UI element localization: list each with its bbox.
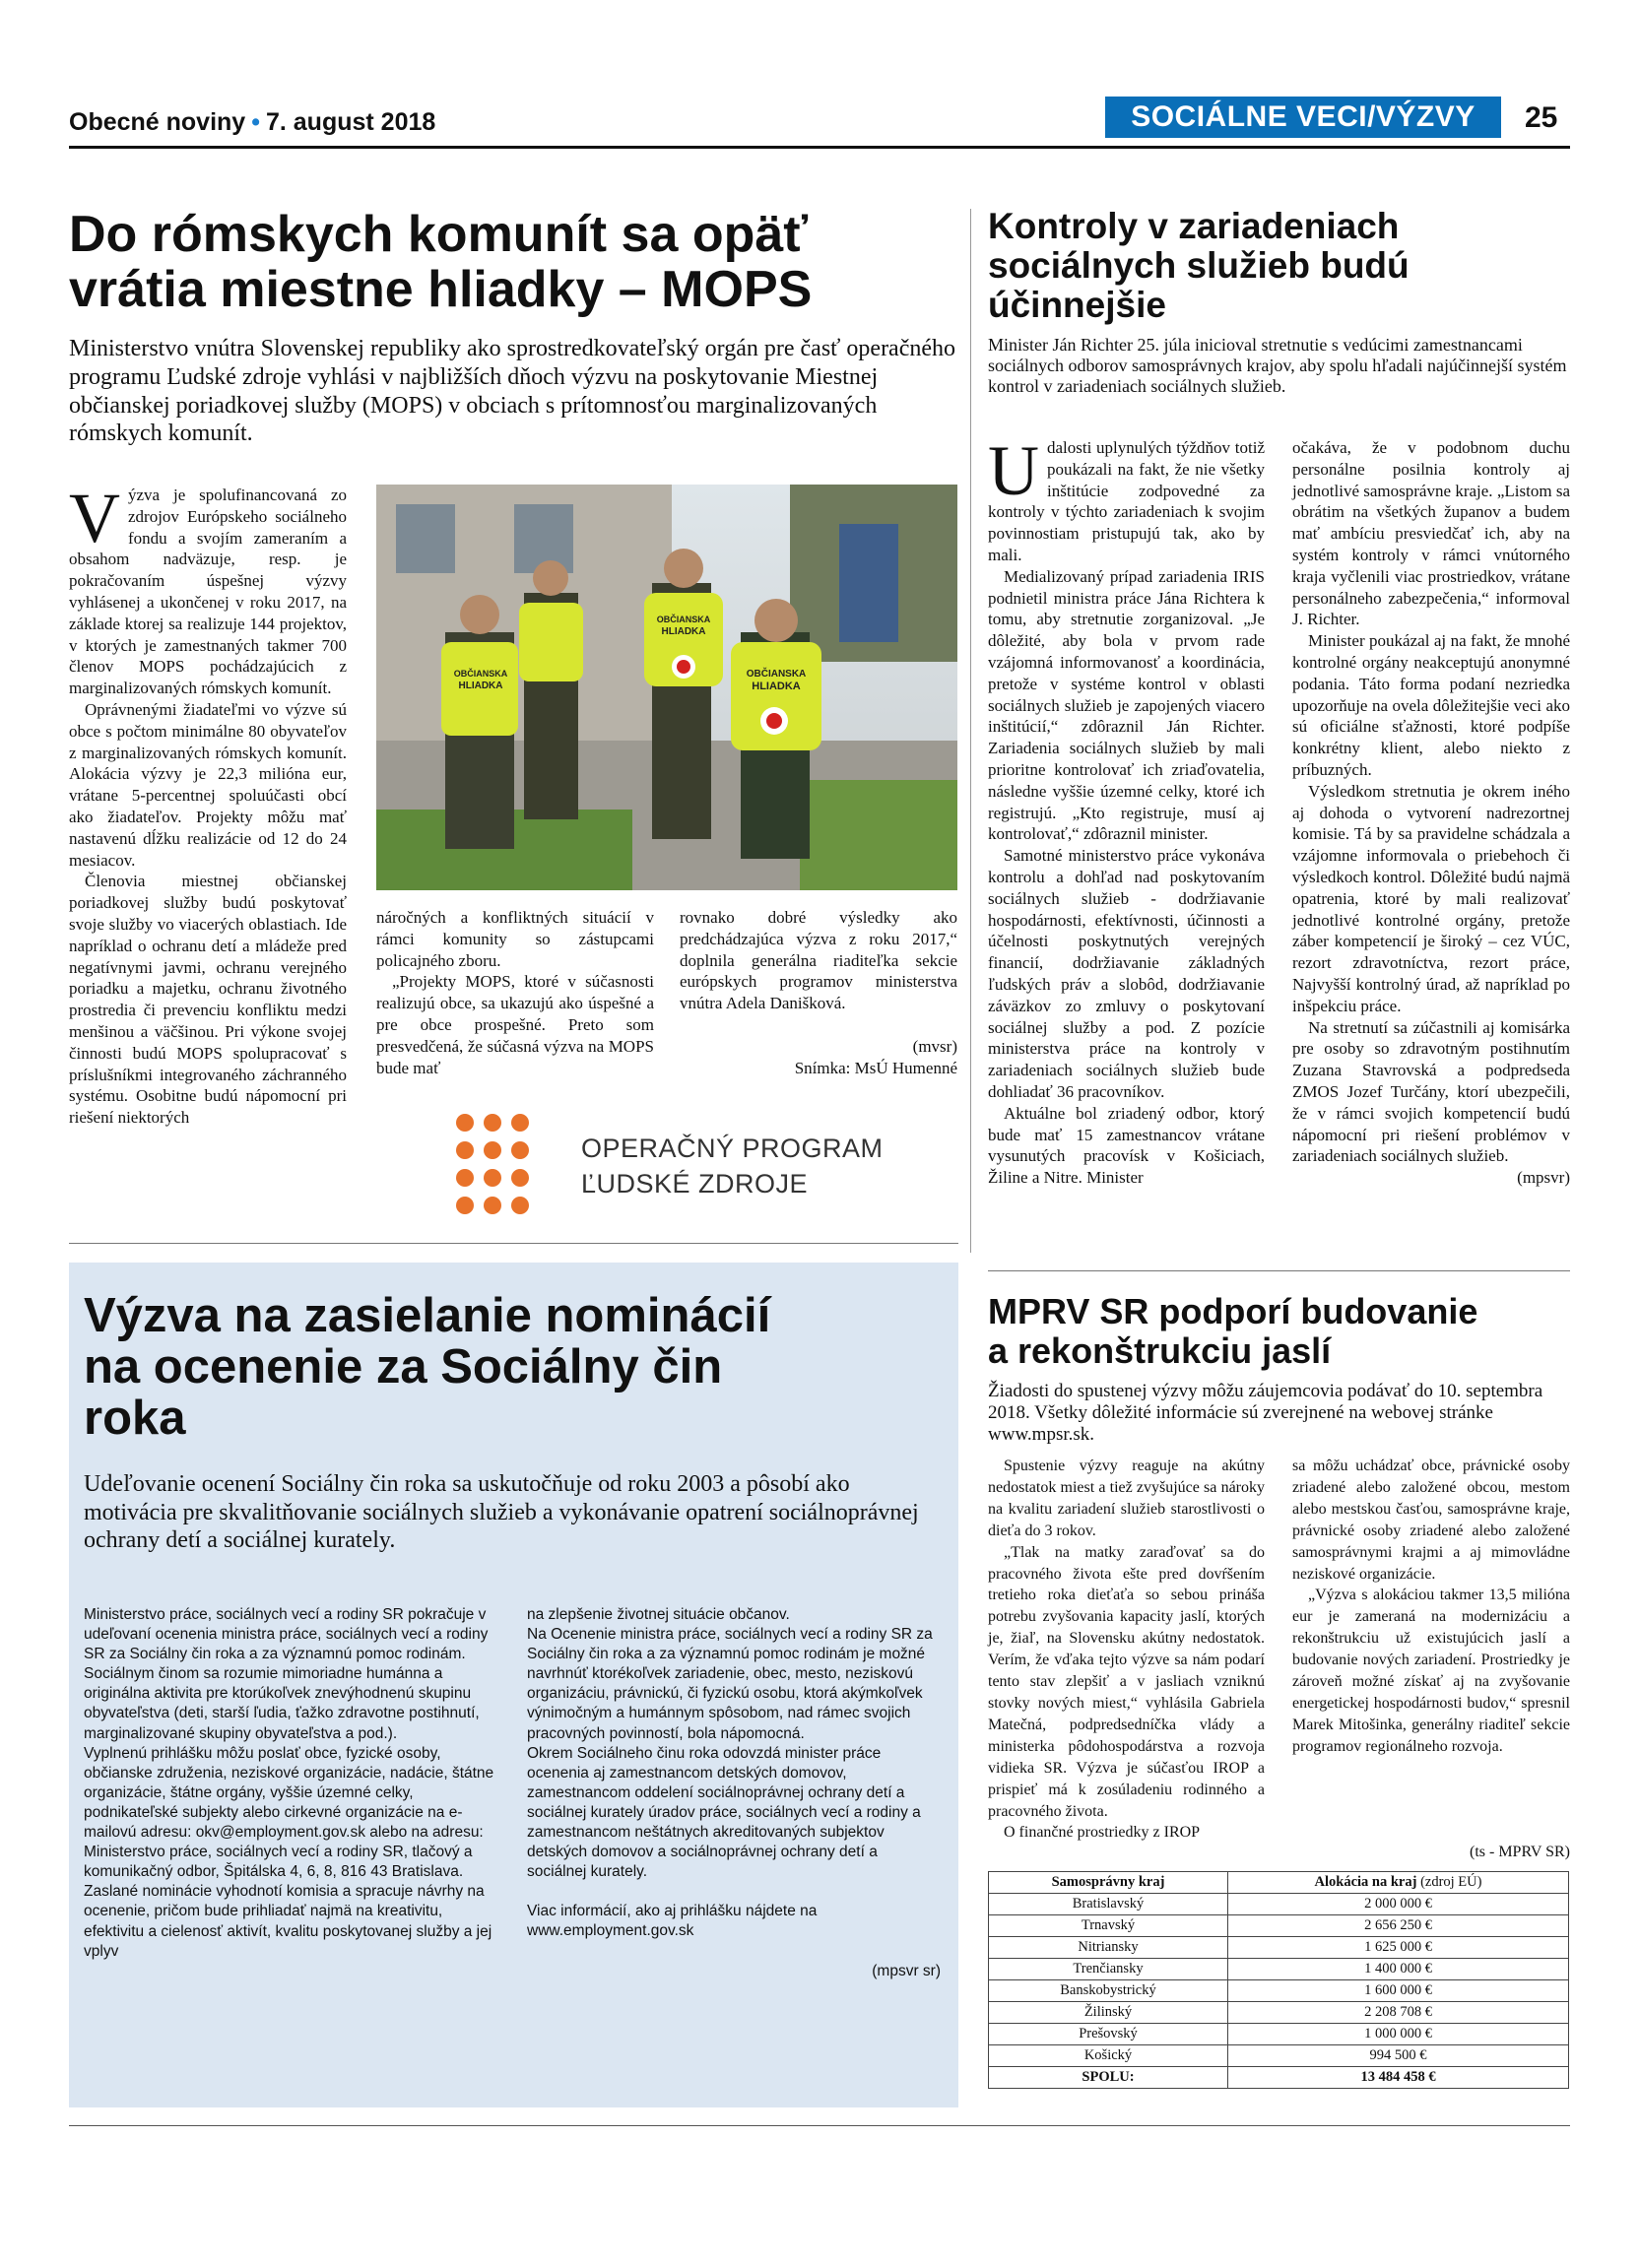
vyzva-headline-line2: na ocenenie za Sociálny čin	[84, 1340, 723, 1393]
vyzva-col2-p2: Na Ocenenie ministra práce, sociálnych vecí a rodiny SR za Sociálny čin roka a za významnú pomoc rodinám je možné navrhnúť ktorékoľvek zariadenie, obec, mesto, neziskovú organizáciu, právnickú, či fyzickú osobu, ktorá akýmkoľvek výnimočným a humánnym spôsobom, nad rámec svojich pracovných povinností, bola nápomocná.	[527, 1626, 933, 1742]
mprv-col2-p1: sa môžu uchádzať obce, právnické osoby zriadené alebo založené obcou, mestom alebo mestskou časťou, samosprávne kraje, právnické osoby zriadené alebo založené samosprávnymi krajmi a aj mimovládne neziskové organizácie.	[1292, 1458, 1570, 1583]
vyzva-col2-p1: na zlepšenie životnej situácie občanov.	[527, 1606, 790, 1623]
table-row	[989, 1937, 1569, 1959]
kontroly-col1-p2: Medializovaný prípad zariadenia IRIS podnietil ministra práce Jána Richtera k tomu, aby stretnutie zorganizoval. „Je dôležité, aby bola v prvom rade vzájomná informovanosť a koordinácia, pretože v systéme kontrol v oblasti sociálnych služieb je zapojených viacero inštitúcií,“ zdôraznil Ján Richter. Zariadenia sociálnych služieb by mali prioritne kontrolovať ich zriaďovatelia, následne vyššie územné celky, ktoré ich registrujú. „Kto registruje, musí aj kontrolovať,“ zdôraznil minister.	[988, 566, 1265, 844]
kontroly-col2-p1: očakáva, že v podobnom duchu personálne posilnia kontroly aj jednotlivé samosprávne kraje. „Listom sa obrátim na všetkých županov a budem mať ambíciu presviedčať ich, aby na systém kontroly v rámci vnútorného kraja vyčlenili viac prostriedkov, vrátane personálneho zabezpečenia,“ informoval J. Richter.	[1292, 438, 1570, 629]
table-row	[989, 2024, 1569, 2045]
table-row	[989, 2045, 1569, 2067]
kontroly-bottom-rule	[988, 1270, 1570, 1271]
table-cell-region: Prešovský	[989, 2024, 1228, 2045]
footer-rule	[69, 2125, 1570, 2126]
mops-col1	[69, 479, 347, 1129]
mops-headline-line2: vrátia miestne hliadky – MOPS	[69, 261, 813, 319]
op-logo-line1: OPERAČNÝ PROGRAM	[581, 1134, 884, 1163]
vyzva-headline	[84, 1290, 941, 1444]
kontroly-col2-p3: Výsledkom stretnutia je okrem iného aj dohoda o vytvorení nadrezortnej komisie. Tá by sa pravidelne schádzala a vzájomne informovala o priebehoch či výsledkoch kontrol. Dôležité budú najmä opatrenia, ktoré by mali realizovať jednotlivé kontrolné orgány, pretože záber kompetencií je široký – cez VÚC, rezort zdravotníctva, rezort práce, Najvyšší kontrolný úrad, až napríklad po inšpekciu práce.	[1292, 781, 1570, 1015]
vyzva-col1-p1: Ministerstvo práce, sociálnych vecí a rodiny SR pokračuje v udeľovaní ocenenia ministra práce, sociálnych vecí a rodiny SR za Sociálny čin roka a za významnú pomoc rodinám.	[84, 1606, 489, 1663]
separator-dot: •	[251, 108, 260, 136]
patrol-figure-1	[441, 595, 518, 849]
mops-col2-p1: náročných a konfliktných situácií v rámci komunity so zástupcami policajného zboru.	[376, 908, 654, 970]
mprv-signature: (ts - MPRV SR)	[1469, 1844, 1570, 1860]
patrol-photo-illustration	[376, 485, 957, 890]
mprv-headline-line1: MPRV SR podporí budovanie	[988, 1291, 1478, 1331]
mops-col1-p2: Oprávnenými žiadateľmi vo výzve sú obce s počtom minimálne 80 obyvateľov z marginalizovaných rómskych komunít. Alokácia výzvy je 22,3 milióna eur, vrátane 5-percentnej spoluúčasti obcí ako žiadateľov. Projekty môžu mať nastavenú dĺžku realizácie od 12 do 24 mesiacov.	[69, 699, 347, 870]
table-total-amount: 13 484 458 €	[1228, 2067, 1569, 2089]
kontroly-headline	[988, 207, 1569, 325]
mprv-headline-line2: a rekonštrukciu jaslí	[988, 1330, 1332, 1371]
vyzva-lead: Udeľovanie ocenení Sociálny čin roka sa uskutočňuje od roku 2003 a pôsobí ako motivácia pre skvalitňovanie sociálnych služieb a vykonávanie opatrení sociálnoprávnej ochrany detí a sociálnej kurately.	[84, 1471, 919, 1553]
allocation-table	[988, 1871, 1569, 2089]
table-row	[989, 2002, 1569, 2024]
mprv-col1-p3: O finančné prostriedky z IROP	[1004, 1824, 1201, 1842]
kontroly-lead: Minister Ján Richter 25. júla inicioval stretnutie s vedúcimi zamestnancami sociálnych odborov samosprávnych krajov, aby spolu hľadali najúčinnejší systém kontrol v zariadeniach sociálnych služieb.	[988, 335, 1567, 396]
vyzva-signature: (mpsvr sr)	[872, 1962, 941, 1979]
vyzva-col1-p4: Zaslané nominácie vyhodnotí komisia a spracuje návrhy na ocenenie, pričom bude prihliadať najmä na kreativitu, efektivitu a cielenosť aktivít, kvalitu poskytovanej služby a jej vplyv	[84, 1883, 492, 1960]
table-cell-amount: 2 656 250 €	[1228, 1915, 1569, 1937]
table-total-row	[989, 2067, 1569, 2089]
mops-signature: (mvsr)	[912, 1036, 957, 1056]
vyzva-headline-line3: roka	[84, 1392, 186, 1445]
table-cell-amount: 2 000 000 €	[1228, 1894, 1569, 1915]
issue-date: 7. august 2018	[265, 108, 436, 136]
vyzva-col1-p3: Vyplnenú prihlášku môžu poslať obce, fyzické osoby, občianske združenia, neziskové organizácie, nadácie, štátne organizácie, štátne orgány, vyššie územné celky, podnikateľské subjekty alebo cirkevné organizácie na e-mailovú adresu: okv@employment.gov.sk alebo na adresu: Ministerstvo práce, sociálnych vecí a rodiny SR, tlačový a komunikačný odbor, Špitálska 4, 6, 8, 816 43 Bratislava.	[84, 1744, 494, 1881]
kontroly-col2	[1292, 437, 1570, 1189]
vyzva-col2	[527, 1605, 941, 1981]
mprv-col1-p1: Spustenie výzvy reaguje na akútny nedostatok miest a tiež zvyšujúce sa nároky na kvalitu zariadení služieb starostlivosti o dieťa do 3 rokov.	[988, 1458, 1265, 1539]
mops-photo-credit: Snímka: MsÚ Humenné	[794, 1058, 957, 1077]
patrol-figure-2	[519, 560, 583, 819]
op-logo-line2: ĽUDSKÉ ZDROJE	[581, 1169, 809, 1199]
kontroly-col1	[988, 431, 1265, 1189]
table-cell-amount: 1 625 000 €	[1228, 1937, 1569, 1959]
table-header-unit: (zdroj EÚ)	[1420, 1874, 1482, 1890]
table-cell-region: Bratislavský	[989, 1894, 1228, 1915]
patrol-figure-4	[731, 599, 821, 859]
table-row	[989, 1980, 1569, 2002]
vyzva-col2-p4: Viac informácií, ako aj prihlášku nájdete na www.employment.gov.sk	[527, 1903, 818, 1940]
table-header-region: Samosprávny kraj	[989, 1872, 1228, 1894]
op-logo-icon	[453, 1111, 561, 1219]
mprv-lead: Žiadosti do spustenej výzvy môžu záujemcovia podávať do 10. septembra 2018. Všetky dôležité informácie sú zverejnené na webovej stránke www.mpsr.sk.	[988, 1381, 1543, 1445]
mops-col1-p3: Členovia miestnej občianskej poriadkovej služby budú poskytovať svoje služby vo viacerých oblastiach. Ide napríklad o ochranu detí a mládeže pred negatívnymi javmi, ochranu verejného poriadku a majetku, ochranu životného prostredia či prevenciu konfliktu medzi menšinou a väčšinou. Pri výkone svojej činnosti budú MOPS spolupracovať s príslušníkmi integrovaného záchranného systému. Osobitne budú nápomocní pri riešení niektorých	[69, 872, 347, 1128]
table-header-alloc	[1228, 1872, 1569, 1894]
kontroly-signature: (mpsvr)	[1517, 1168, 1570, 1188]
kontroly-headline-line3: účinnejšie	[988, 285, 1166, 325]
vyzva-headline-line1: Výzva na zasielanie nominácií	[84, 1289, 771, 1342]
table-cell-amount: 1 400 000 €	[1228, 1959, 1569, 1980]
publication-name: Obecné noviny	[69, 108, 246, 136]
table-header-alloc-label: Alokácia na kraj	[1314, 1874, 1417, 1890]
table-row	[989, 1915, 1569, 1937]
mops-lead: Ministerstvo vnútra Slovenskej republiky ako sprostredkovateľský orgán pre časť operačného programu Ľudské zdroje vyhlási v najbližších dňoch výzvu na poskytovanie Miestnej občianskej poriadkovej služby (MOPS) v obciach s prítomnosťou marginalizovaných rómskych komunít.	[69, 336, 956, 447]
mops-col1-p1: ýzva je spolufinancovaná zo zdrojov Európskeho sociálneho fondu a svojím zameraním a obsahom nadväzuje, resp. je pokračovaním úspešnej výzvy vyhlásenej a ukončenej v roku 2017, na základe ktorej sa realizuje 144 projektov, v ktorých je zamestnaných takmer 700 členov MOPS pochádzajúcich z marginalizovaných rómskych komunít.	[69, 486, 347, 698]
table-cell-region: Žilinský	[989, 2002, 1228, 2024]
table-cell-region: Nitriansky	[989, 1937, 1228, 1959]
section-tag: SOCIÁLNE VECI/VÝZVY	[1105, 97, 1501, 138]
vest-text-1a: OBČIANSKA	[453, 669, 508, 679]
mprv-col1	[988, 1456, 1265, 1844]
mops-col2	[376, 907, 654, 1078]
table-row	[989, 1894, 1569, 1915]
op-logo-dots	[453, 1111, 561, 1219]
kontroly-headline-line2: sociálnych služieb budú	[988, 245, 1410, 286]
mops-col3-p1: rovnako dobré výsledky ako predchádzajúca výzva z roku 2017,“ doplnila generálna riaditeľka sekcie európskych programov ministerstva vnútra Adela Danišková.	[680, 908, 957, 1013]
allocation-table-wrap	[988, 1871, 1569, 2089]
kontroly-dropcap: U	[988, 431, 1039, 510]
mops-photo	[376, 485, 957, 890]
vyzva-col2-p3: Okrem Sociálneho činu roka odovzdá minister práce ocenenia aj zamestnancom detských domovov, zamestnancom oddelení sociálnoprávnej ochrany detí a sociálnej kurately úradov práce, sociálnych vecí a rodiny a zamestnancom neštátnych akreditovaných subjektov detských domovov a sociálnoprávnej ochrany detí a sociálnej kurately.	[527, 1744, 921, 1881]
vest-text-3b: HLIADKA	[752, 680, 801, 692]
mprv-col1-p2: „Tlak na matky zaraďovať sa do pracovného života ešte pred dovŕšením tretieho roka dieťaťa so sebou prináša potrebu zvyšovania kapacity jaslí, ktorých je, žiaľ, na Slovensku akútny nedostatok. Verím, že vďaka tejto výzve sa nám podarí tento stav zlepšiť a v jasliach vzniknú stovky nových miest,“ vyhlásila Gabriela Matečná, podpredsedníčka vlády a ministerka pôdohospodárstva a rozvoja vidieka SR. Výzva je súčasťou IROP a prispieť má k zosúladeniu rodinného a pracovného života.	[988, 1543, 1265, 1820]
mops-col3	[680, 907, 957, 1079]
mops-headline-line1: Do rómskych komunít sa opäť	[69, 206, 809, 263]
table-cell-amount: 1 600 000 €	[1228, 1980, 1569, 2002]
table-cell-region: Trenčiansky	[989, 1959, 1228, 1980]
table-total-label: SPOLU:	[989, 2067, 1228, 2089]
mops-headline	[69, 207, 955, 317]
masthead	[69, 108, 435, 137]
column-divider	[970, 209, 971, 1253]
table-cell-amount: 2 208 708 €	[1228, 2002, 1569, 2024]
patrol-figure-3	[644, 549, 723, 839]
vest-text-2b: HLIADKA	[661, 626, 706, 637]
header-rule	[69, 146, 1570, 149]
vest-text-3a: OBČIANSKA	[746, 669, 807, 680]
kontroly-col2-p4: Na stretnutí sa zúčastnili aj komisárka pre osoby so zdravotným postihnutím Zuzana Stavrovská a podpredseda ZMOS Jozef Turčány, ktorí ubezpečili, že v rámci svojich kompetencií budú nápomocní pri riešení problémov v zariadeniach sociálnych služieb.	[1292, 1017, 1570, 1166]
mprv-col2-p2: „Výzva s alokáciou takmer 13,5 milióna eur je zameraná na modernizáciu a rekonštrukciu už existujúcich jaslí a budovanie nových zariadení. Prostriedky je zároveň možné získať aj na zvyšovanie energetickej hospodárnosti budov,“ spresnil Marek Mitošinka, generálny riaditeľ sekcie programov regionálneho rozvoja.	[1292, 1587, 1570, 1755]
vest-text-1b: HLIADKA	[458, 680, 503, 691]
table-row	[989, 1959, 1569, 1980]
vyzva-col1	[84, 1605, 497, 1962]
vyzva-col1-p2: Sociálnym činom sa rozumie mimoriadne humánna a originálna aktivita pre ktorúkoľvek znevýhodnenú skupinu obyvateľstva (deti, starší ľudia, ťažko zdravotne postihnutí, marginalizované skupiny obyvateľstva a pod.).	[84, 1665, 480, 1742]
kontroly-col2-p2: Minister poukázal aj na fakt, že mnohé kontrolné orgány neakceptujú anonymné podania. Táto forma podaní nezriedka upozorňuje na ovela dôležitejšie veci ako sú oficiálne sťažnosti, ktoré podpíše konkrétny klient, alebo niekto z príbuzných.	[1292, 631, 1570, 779]
kontroly-col1-p4: Aktuálne bol zriadený odbor, ktorý bude mať 15 zamestnancov vrátane vysunutých pracovísk v Košiciach, Žiline a Nitre. Minister	[988, 1103, 1265, 1188]
kontroly-headline-line1: Kontroly v zariadeniach	[988, 206, 1400, 246]
kontroly-col1-p1: dalosti uplynulých týždňov totiž poukázali na fakt, že nie všetky inštitúcie zodpovedné za kontroly v týchto zariadeniach k svojim povinnostiam pristupujú tak, ako by mali.	[988, 438, 1265, 564]
op-logo-text	[581, 1131, 884, 1201]
mops-col2-p2: „Projekty MOPS, ktoré v súčasnosti realizujú obce, sa ukazujú ako úspešné a pre obce prospešné. Preto som presvedčená, že súčasná výzva na MOPS bude mať	[376, 972, 654, 1077]
table-cell-region: Trnavský	[989, 1915, 1228, 1937]
mprv-col2	[1292, 1456, 1570, 1758]
kontroly-col1-p3: Samotné ministerstvo práce vykonáva kontrolu a dohľad nad poskytovaním sociálnych služieb - dodržiavanie hospodárnosti, efektívnosti, účinnosti a účelnosti poskytnutých verejných financií, dodržiavanie základných ľudských práv a slobôd, dodržiavanie záväzkov zo zmluvy o poskytovaní sociálnej služby a pod. Z pozície ministerstva práce na kontroly v zariadeniach sociálnych služieb bude dohliadať 36 pracovníkov.	[988, 846, 1265, 1101]
mops-dropcap: V	[69, 479, 120, 557]
table-cell-region: Banskobystrický	[989, 1980, 1228, 2002]
table-cell-amount: 1 000 000 €	[1228, 2024, 1569, 2045]
mops-bottom-rule	[69, 1243, 958, 1244]
vest-text-2a: OBČIANSKA	[656, 615, 711, 624]
table-header-row	[989, 1872, 1569, 1894]
mprv-headline	[988, 1292, 1569, 1371]
table-cell-amount: 994 500 €	[1228, 2045, 1569, 2067]
table-cell-region: Košický	[989, 2045, 1228, 2067]
page-number: 25	[1525, 101, 1558, 134]
